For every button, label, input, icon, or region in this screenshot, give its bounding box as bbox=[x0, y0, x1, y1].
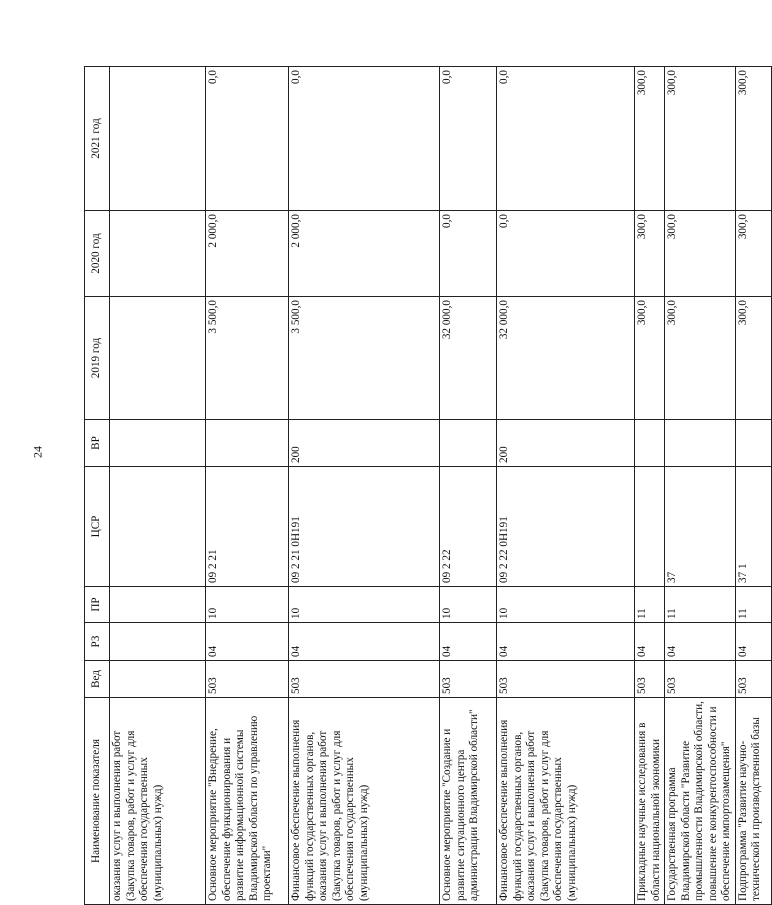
header-2019: 2019 год bbox=[85, 297, 110, 420]
cell-2021: 300,0 bbox=[665, 67, 736, 211]
cell-vr: 200 bbox=[289, 420, 440, 467]
cell-2020: 0,0 bbox=[497, 211, 635, 297]
table-row bbox=[635, 67, 665, 905]
cell-name: Основное мероприятие "Внедрение, обеспечение функционирования и развитие информационной системы Владимирской области по управлению проектами" bbox=[206, 698, 289, 905]
cell-ved: 503 bbox=[735, 661, 771, 698]
cell-rz: 04 bbox=[635, 623, 665, 661]
header-vr: ВР bbox=[85, 420, 110, 467]
cell-pr bbox=[110, 587, 206, 623]
cell-vr bbox=[110, 420, 206, 467]
header-rz: РЗ bbox=[85, 623, 110, 661]
cell-2020: 300,0 bbox=[665, 211, 736, 297]
cell-csr: 37 bbox=[665, 467, 736, 587]
cell-2020 bbox=[110, 211, 206, 297]
cell-rz: 04 bbox=[497, 623, 635, 661]
cell-csr bbox=[110, 467, 206, 587]
cell-rz bbox=[110, 623, 206, 661]
cell-rz: 04 bbox=[289, 623, 440, 661]
cell-2021: 300,0 bbox=[635, 67, 665, 211]
cell-ved: 503 bbox=[635, 661, 665, 698]
table-row bbox=[440, 67, 497, 905]
cell-2019: 32 000,0 bbox=[440, 297, 497, 420]
cell-vr bbox=[206, 420, 289, 467]
table-row bbox=[206, 67, 289, 905]
header-2021: 2021 год bbox=[85, 67, 110, 211]
header-2020: 2020 год bbox=[85, 211, 110, 297]
cell-csr: 37 1 bbox=[735, 467, 771, 587]
table-row bbox=[497, 67, 635, 905]
table-row bbox=[289, 67, 440, 905]
cell-name: Государственная программа Владимирской области "Развитие промышленности Владимирской области, повышение ее конкурентоспособности и обеспечение импортозамещения" bbox=[665, 698, 736, 905]
header-name: Наименование показателя bbox=[85, 698, 110, 905]
cell-2019: 300,0 bbox=[635, 297, 665, 420]
cell-csr: 09 2 22 0Н191 bbox=[497, 467, 635, 587]
cell-2021: 300,0 bbox=[735, 67, 771, 211]
cell-pr: 10 bbox=[440, 587, 497, 623]
cell-2020: 2 000,0 bbox=[206, 211, 289, 297]
cell-2019 bbox=[110, 297, 206, 420]
cell-name: Подпрограмма "Развитие научно-технической и производственной базы bbox=[735, 698, 771, 905]
cell-vr bbox=[735, 420, 771, 467]
cell-2021: 0,0 bbox=[206, 67, 289, 211]
cell-pr: 10 bbox=[289, 587, 440, 623]
header-pr: ПР bbox=[85, 587, 110, 623]
cell-rz: 04 bbox=[665, 623, 736, 661]
cell-name: Финансовое обеспечение выполнения функций государственных органов, оказания услуг и выполнения работ (Закупка товаров, работ и услуг для обеспечения государственных (муниципальных) нужд) bbox=[289, 698, 440, 905]
cell-pr: 10 bbox=[497, 587, 635, 623]
cell-2020: 300,0 bbox=[735, 211, 771, 297]
cell-2020: 2 000,0 bbox=[289, 211, 440, 297]
cell-name: Финансовое обеспечение выполнения функций государственных органов, оказания услуг и выполнения работ (Закупка товаров, работ и услуг для обеспечения государственных (муниципальных) нужд) bbox=[497, 698, 635, 905]
cell-rz: 04 bbox=[206, 623, 289, 661]
cell-ved bbox=[110, 661, 206, 698]
cell-csr: 09 2 21 0Н191 bbox=[289, 467, 440, 587]
table-row bbox=[110, 67, 206, 905]
header-ved: Вед bbox=[85, 661, 110, 698]
cell-ved: 503 bbox=[665, 661, 736, 698]
rotated-page-content bbox=[84, 67, 762, 905]
cell-ved: 503 bbox=[289, 661, 440, 698]
cell-2019: 300,0 bbox=[665, 297, 736, 420]
cell-csr bbox=[635, 467, 665, 587]
table-header-row bbox=[85, 67, 110, 905]
cell-2020: 0,0 bbox=[440, 211, 497, 297]
cell-csr: 09 2 21 bbox=[206, 467, 289, 587]
cell-pr: 10 bbox=[206, 587, 289, 623]
table-row bbox=[735, 67, 771, 905]
cell-ved: 503 bbox=[206, 661, 289, 698]
cell-pr: 11 bbox=[735, 587, 771, 623]
cell-csr: 09 2 22 bbox=[440, 467, 497, 587]
cell-ved: 503 bbox=[497, 661, 635, 698]
cell-vr bbox=[440, 420, 497, 467]
cell-2019: 3 500,0 bbox=[206, 297, 289, 420]
cell-pr: 11 bbox=[635, 587, 665, 623]
cell-vr bbox=[665, 420, 736, 467]
cell-vr: 200 bbox=[497, 420, 635, 467]
cell-2021 bbox=[110, 67, 206, 211]
cell-pr: 11 bbox=[665, 587, 736, 623]
cell-2019: 3 500,0 bbox=[289, 297, 440, 420]
cell-2021: 0,0 bbox=[440, 67, 497, 211]
cell-2019: 32 000,0 bbox=[497, 297, 635, 420]
cell-name: Прикладные научные исследования в области национальной экономики bbox=[635, 698, 665, 905]
cell-2019: 300,0 bbox=[735, 297, 771, 420]
cell-ved: 503 bbox=[440, 661, 497, 698]
cell-name: оказания услуг и выполнения работ (Закупка товаров, работ и услуг для обеспечения государственных (муниципальных) нужд) bbox=[110, 698, 206, 905]
cell-2021: 0,0 bbox=[289, 67, 440, 211]
budget-table bbox=[84, 66, 772, 905]
table-row bbox=[665, 67, 736, 905]
cell-vr bbox=[635, 420, 665, 467]
cell-rz: 04 bbox=[735, 623, 771, 661]
cell-name: Основное мероприятие "Создание и развитие ситуационного центра администрации Владимирской области" bbox=[440, 698, 497, 905]
header-csr: ЦСР bbox=[85, 467, 110, 587]
cell-2021: 0,0 bbox=[497, 67, 635, 211]
cell-rz: 04 bbox=[440, 623, 497, 661]
page-number: 24 bbox=[30, 446, 45, 458]
cell-2020: 300,0 bbox=[635, 211, 665, 297]
